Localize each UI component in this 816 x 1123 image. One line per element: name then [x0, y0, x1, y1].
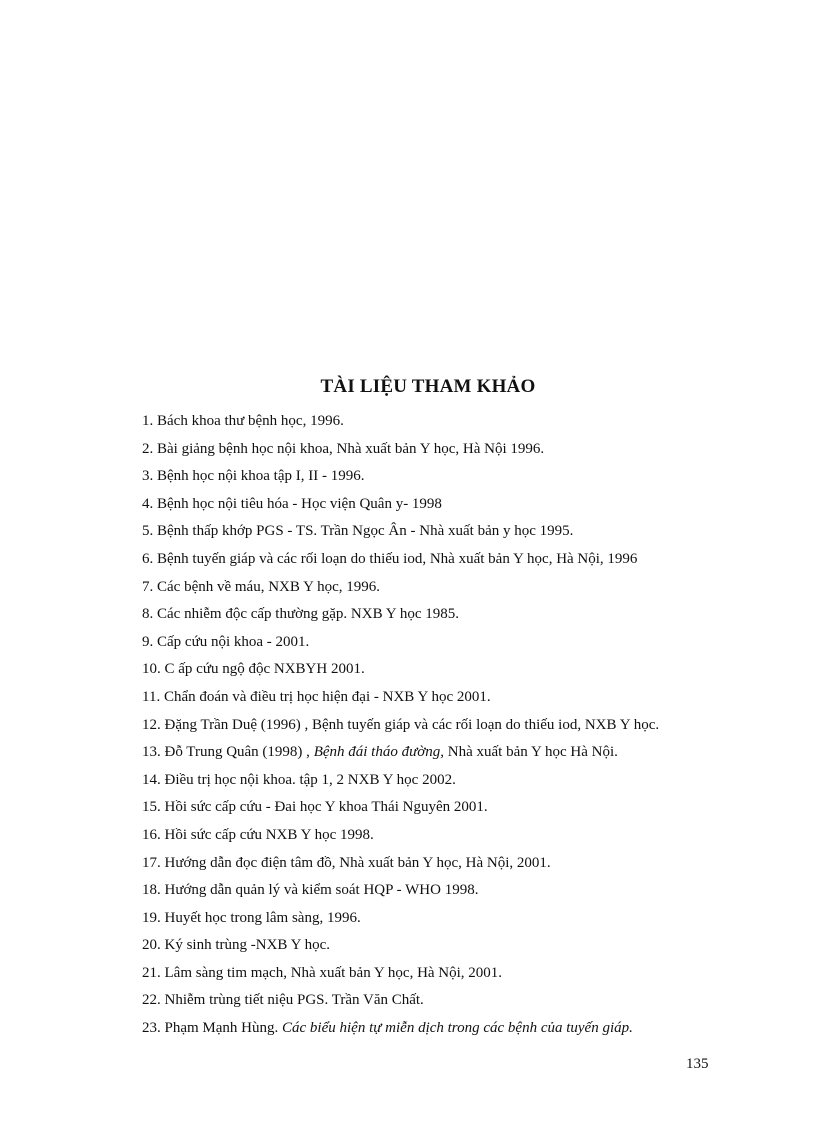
reference-item: 7. Các bệnh về máu, NXB Y học, 1996. — [142, 578, 381, 595]
reference-item: 17. Hướng dẫn đọc điện tâm đồ, Nhà xuất bản Y học, Hà Nội, 2001. — [142, 854, 551, 871]
reference-item: 15. Hồi sức cấp cứu - Đai học Y khoa Thái Nguyên 2001. — [142, 799, 488, 816]
page-title: TÀI LIỆU THAM KHẢO — [320, 376, 536, 397]
reference-italic-title: Các biểu hiện tự miễn dịch trong các bệnh của tuyến giáp. — [282, 1020, 633, 1037]
reference-item: 11. Chẩn đoán và điều trị học hiện đại - NXB Y học 2001. — [142, 688, 491, 705]
reference-item: 18. Hướng dẫn quản lý và kiểm soát HQP - WHO 1998. — [142, 882, 479, 899]
reference-item: 19. Huyết học trong lâm sàng, 1996. — [142, 909, 361, 926]
reference-item: 5. Bệnh thấp khớp PGS - TS. Trần Ngọc Ân - Nhà xuất bản y học 1995. — [142, 523, 574, 540]
reference-item: 10. C ấp cứu ngộ độc NXBYH 2001. — [142, 661, 365, 678]
page-number: 135 — [686, 1056, 709, 1072]
reference-item: 22. Nhiễm trùng tiết niệu PGS. Trần Văn Chất. — [142, 992, 424, 1009]
reference-item: 4. Bệnh học nội tiêu hóa - Học viện Quân y- 1998 — [142, 495, 442, 512]
reference-item: 9. Cấp cứu nội khoa - 2001. — [142, 633, 310, 650]
reference-text: 13. Đỗ Trung Quân (1998) , — [142, 744, 314, 761]
reference-italic-title: Bệnh đái tháo đường, — [313, 744, 445, 761]
reference-item: 3. Bệnh học nội khoa tập I, II - 1996. — [142, 468, 365, 485]
reference-item: 14. Điều trị học nội khoa. tập 1, 2 NXB Y học 2002. — [142, 771, 456, 788]
reference-item — [142, 739, 742, 767]
reference-item: 20. Ký sinh trùng -NXB Y học. — [142, 937, 331, 954]
reference-item: 1. Bách khoa thư bệnh học, 1996. — [142, 413, 344, 429]
reference-text: 23. Phạm Mạnh Hùng. — [142, 1020, 282, 1037]
reference-item: 8. Các nhiễm độc cấp thường gặp. NXB Y học 1985. — [142, 606, 459, 623]
reference-item: 16. Hồi sức cấp cứu NXB Y học 1998. — [142, 826, 374, 843]
reference-item — [142, 1015, 742, 1043]
reference-text: Nhà xuất bản Y học Hà Nội. — [444, 744, 618, 761]
reference-item: 2. Bài giảng bệnh học nội khoa, Nhà xuất bản Y học, Hà Nội 1996. — [142, 440, 545, 457]
reference-item: 21. Lâm sàng tim mạch, Nhà xuất bản Y học, Hà Nội, 2001. — [142, 964, 503, 981]
reference-list — [142, 408, 742, 1043]
reference-item: 12. Đặng Trần Duệ (1996) , Bệnh tuyến giáp và các rối loạn do thiếu iod, NXB Y học. — [142, 716, 660, 733]
reference-item: 6. Bệnh tuyến giáp và các rối loạn do thiếu iod, Nhà xuất bản Y học, Hà Nội, 1996 — [142, 550, 638, 567]
